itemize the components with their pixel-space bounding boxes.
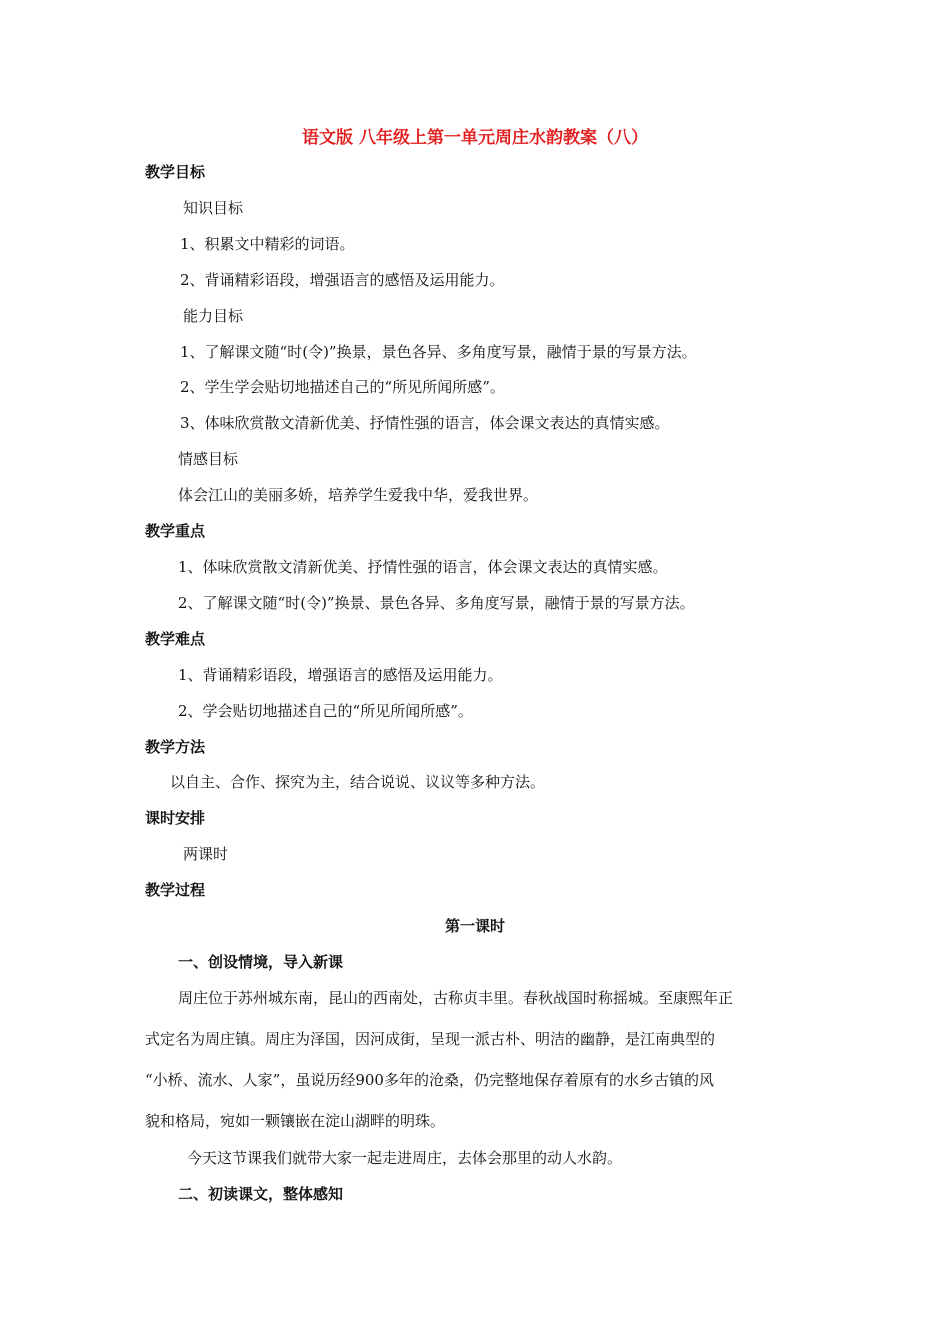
goals-heading: 教学目标	[145, 163, 206, 181]
difficulty-item: 1、背诵精彩语段，增强语言的感悟及运用能力。	[178, 666, 503, 684]
lesson-title: 第一课时	[444, 917, 505, 935]
section1-heading: 一、创设情境，导入新课	[178, 953, 344, 971]
ability-goal-item: 1、了解课文随“时(令)”换景，景色各异、多角度写景，融情于景的写景方法。	[180, 343, 697, 361]
ability-goals-label: 能力目标	[183, 307, 244, 325]
difficulty-item: 2、学会贴切地描述自己的“所见所闻所感”。	[178, 702, 473, 720]
section1-closing: 今天这节课我们就带大家一起走进周庄，去体会那里的动人水韵。	[187, 1149, 623, 1167]
key-point-item: 1、体味欣赏散文清新优美、抒情性强的语言，体会课文表达的真情实感。	[178, 558, 668, 576]
section1-paragraph-line: “小桥、流水、人家”，虽说历经900多年的沧桑，仍完整地保存着原有的水乡古镇的风	[145, 1071, 714, 1089]
knowledge-goal-item: 1、积累文中精彩的词语。	[180, 235, 355, 253]
difficulties-heading: 教学难点	[145, 630, 206, 648]
process-heading: 教学过程	[145, 881, 206, 899]
schedule-text: 两课时	[183, 845, 229, 863]
document-title: 语文版 八年级上第一单元周庄水韵教案（八）	[302, 128, 648, 148]
key-point-item: 2、了解课文随“时(令)”换景、景色各异、多角度写景，融情于景的写景方法。	[178, 594, 695, 612]
knowledge-goal-item: 2、背诵精彩语段，增强语言的感悟及运用能力。	[180, 271, 505, 289]
section1-paragraph-line: 式定名为周庄镇。周庄为泽国，因河成街，呈现一派古朴、明洁的幽静，是江南典型的	[145, 1030, 716, 1048]
emotion-goals-label: 情感目标	[178, 450, 239, 468]
section2-heading: 二、初读课文，整体感知	[178, 1185, 344, 1203]
emotion-goal-text: 体会江山的美丽多娇，培养学生爱我中华，爱我世界。	[178, 486, 539, 504]
methods-text: 以自主、合作、探究为主，结合说说、议议等多种方法。	[170, 773, 546, 791]
schedule-heading: 课时安排	[145, 809, 206, 827]
ability-goal-item: 2、学生学会贴切地描述自己的“所见所闻所感”。	[180, 378, 505, 396]
methods-heading: 教学方法	[145, 738, 206, 756]
knowledge-goals-label: 知识目标	[183, 199, 244, 217]
key-points-heading: 教学重点	[145, 522, 206, 540]
section1-paragraph-line: 貌和格局，宛如一颗镶嵌在淀山湖畔的明珠。	[145, 1112, 446, 1130]
section1-paragraph-line: 周庄位于苏州城东南，昆山的西南处，古称贞丰里。春秋战国时称摇城。至康熙年正	[178, 989, 734, 1007]
ability-goal-item: 3、体味欣赏散文清新优美、抒情性强的语言，体会课文表达的真情实感。	[180, 414, 670, 432]
